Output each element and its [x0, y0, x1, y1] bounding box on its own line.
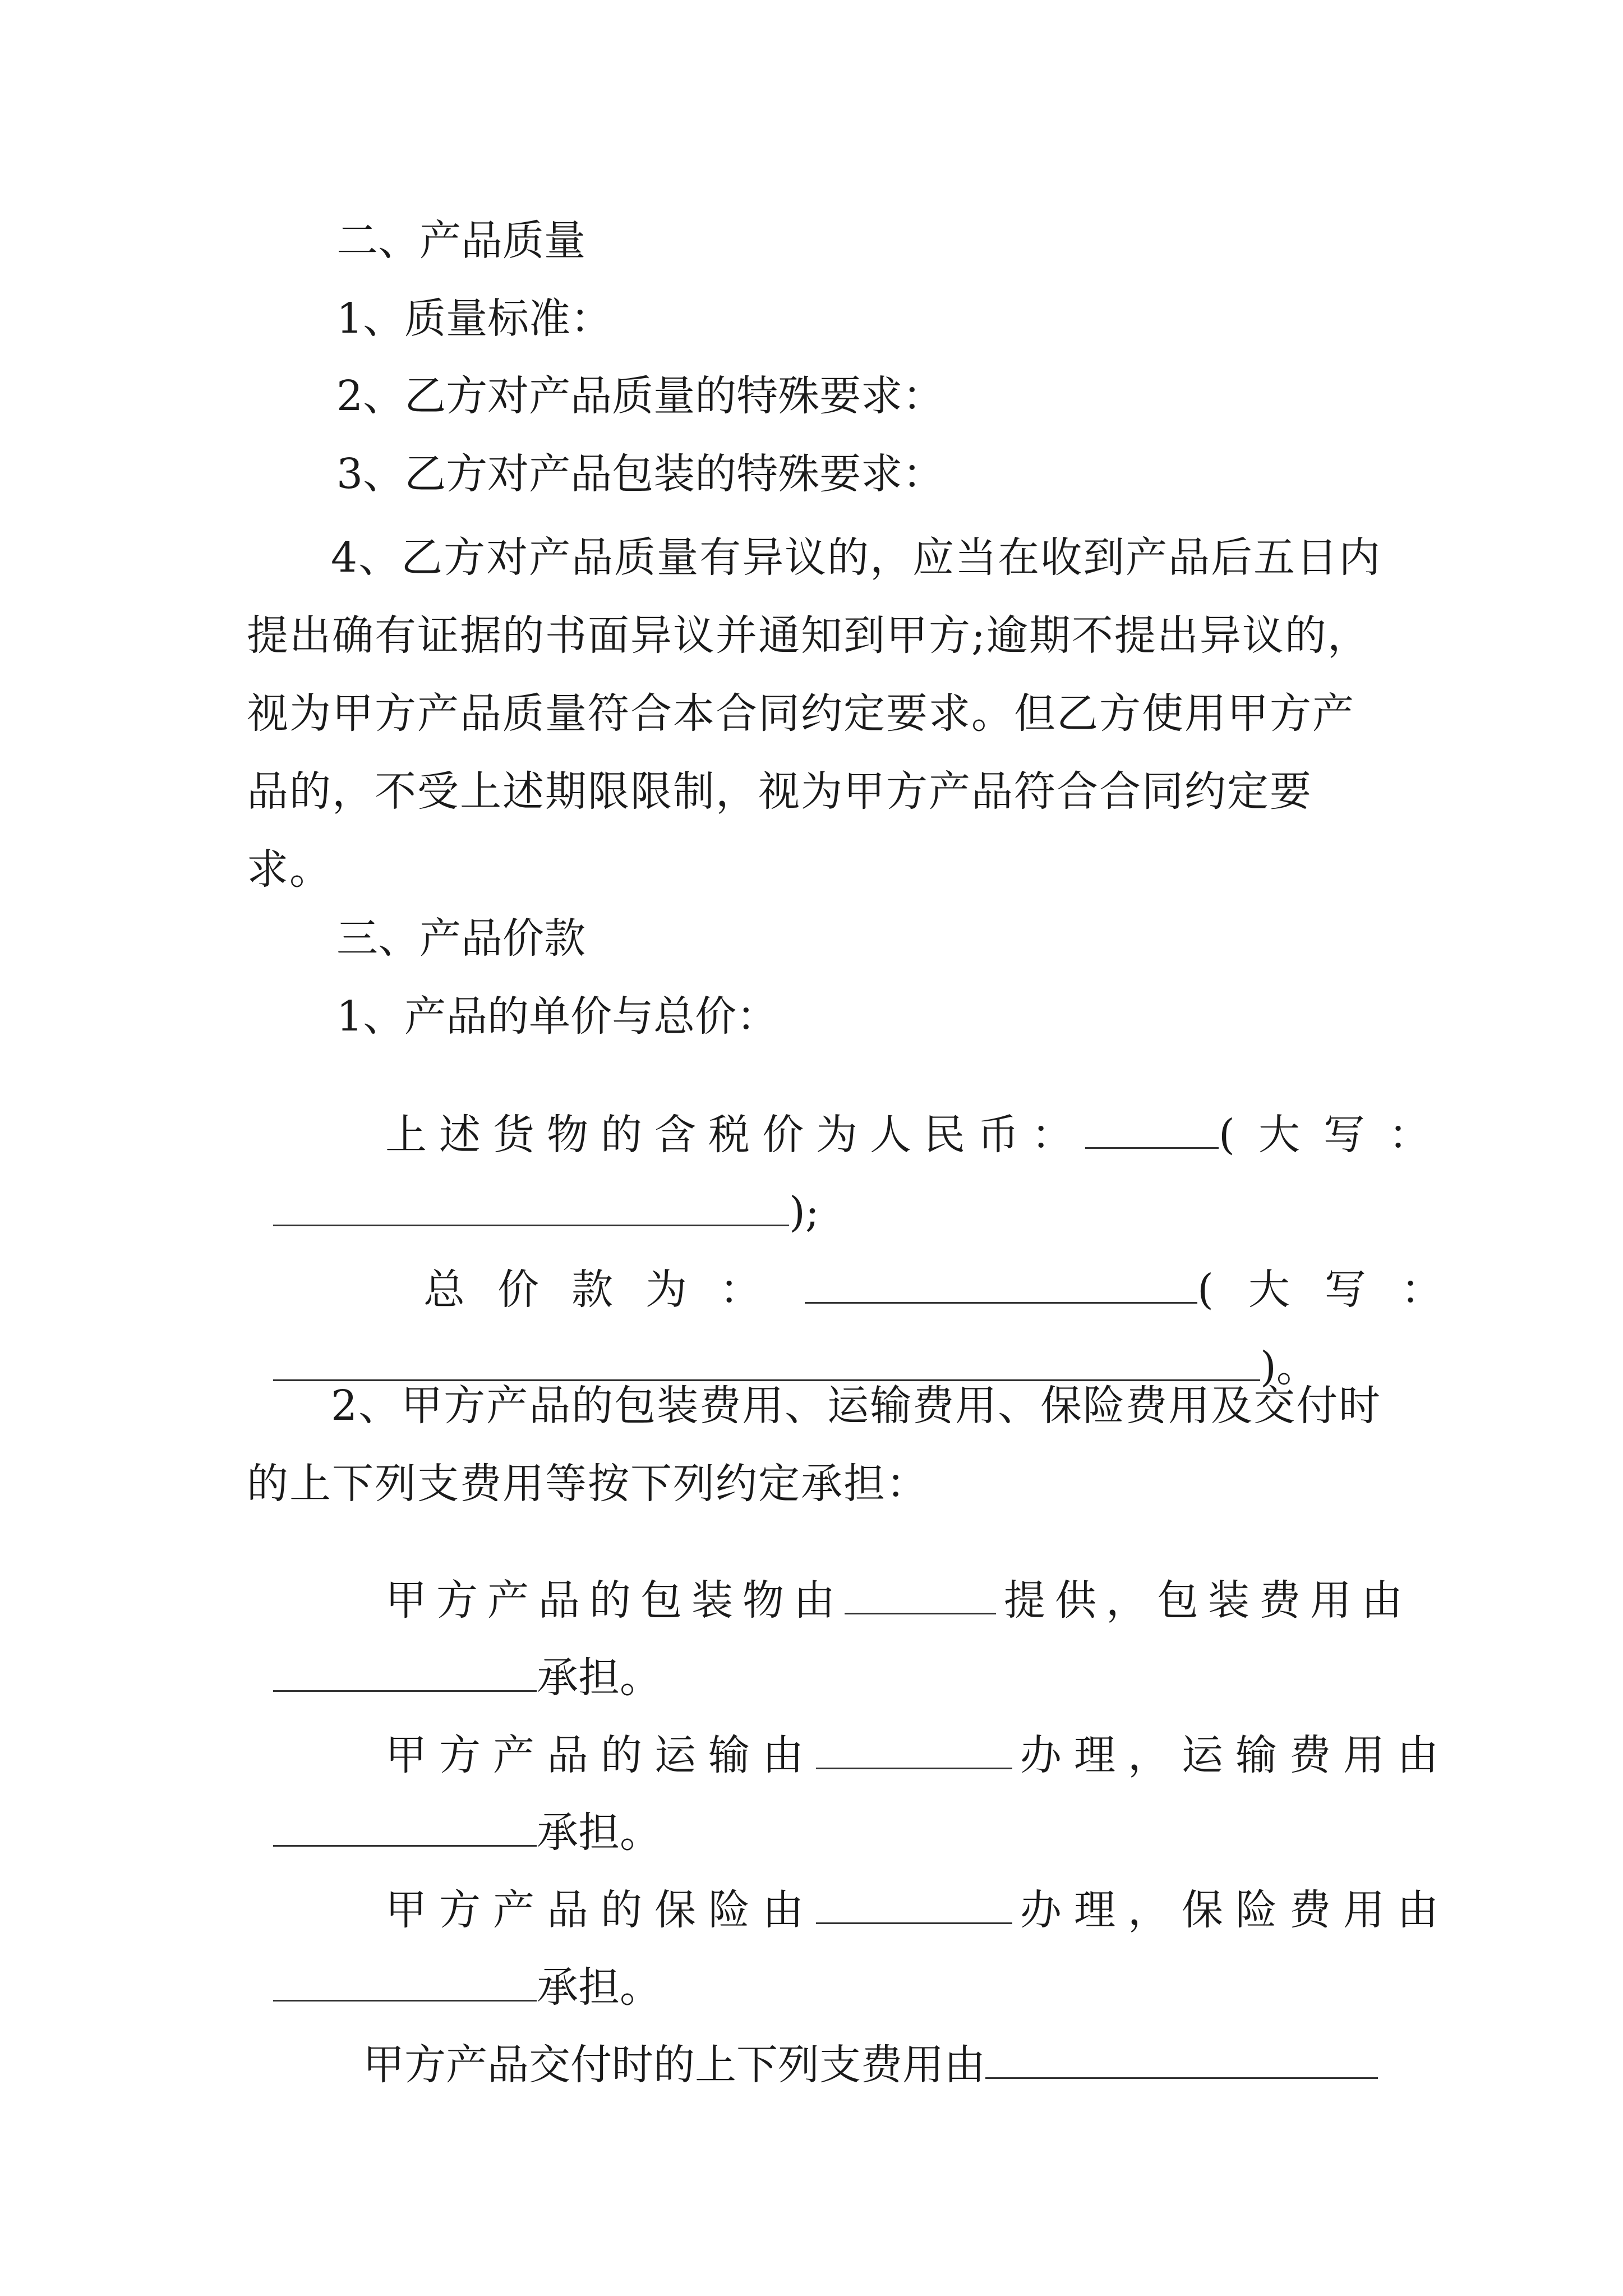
transport-bear-line	[247, 1770, 662, 1857]
total-blank[interactable]	[805, 1269, 1197, 1304]
total-upper-open: (大写：	[1197, 1266, 1477, 1314]
delivery-cost-blank[interactable]	[985, 2045, 1378, 2079]
transport-prefix: 甲方产品的运输由	[385, 1731, 817, 1779]
total-prefix: 总价款为：	[423, 1266, 794, 1314]
clause-quality-objection: 4、乙方对产品质量有异议的，应当在收到产品后五日内提出确有证据的书面异议并通知到甲方;逾期不提出异议的，视为甲方产品质量符合本合同约定要求。但乙方使用甲方产品的，不受上述期限限制，视为甲方产品符合合同约定要求。	[247, 533, 1382, 894]
packaging-bear-line	[247, 1616, 662, 1702]
transport-bear: 承担。	[537, 1809, 662, 1857]
price-line	[359, 1073, 1454, 1159]
price-upper-blank[interactable]	[273, 1192, 789, 1226]
section-heading-quality: 二、产品质量	[336, 217, 585, 265]
insurance-cost-blank[interactable]	[273, 1967, 537, 2001]
packaging-provider-blank[interactable]	[845, 1580, 996, 1614]
section-heading-price: 三、产品价款	[336, 914, 585, 963]
delivery-prefix: 甲方产品交付时的上下列支费用由	[363, 2041, 986, 2089]
insurance-handler-blank[interactable]	[816, 1890, 1012, 1924]
clause-packaging-special: 3、乙方对产品包装的特殊要求：	[336, 450, 944, 498]
total-line	[397, 1227, 1477, 1314]
price-prefix: 上述货物的含税价为人民币：	[385, 1111, 1086, 1159]
price-blank[interactable]	[1085, 1115, 1219, 1149]
insurance-bear: 承担。	[537, 1963, 662, 2012]
price-close: );	[789, 1188, 819, 1236]
price-upper-open: (大写：	[1219, 1111, 1454, 1159]
packaging-prefix: 甲方产品的包装物由	[385, 1576, 845, 1625]
packaging-cost-blank[interactable]	[273, 1658, 537, 1692]
transport-mid: 办理，运输费用由	[1020, 1731, 1451, 1779]
clause-quality-standard: 1、质量标准：	[336, 295, 612, 343]
clause-cost-allocation: 2、甲方产品的包装费用、运输费用、保险费用及交付时的上下列支费用等按下列约定承担：	[247, 1382, 1382, 1508]
insurance-prefix: 甲方产品的保险由	[385, 1886, 817, 1934]
transport-line	[359, 1693, 1451, 1779]
insurance-bear-line	[247, 1925, 662, 2012]
packaging-bear: 承担。	[537, 1654, 662, 1702]
insurance-line	[359, 1848, 1451, 1934]
price-upper-line	[247, 1150, 819, 1236]
delivery-line	[336, 2003, 1378, 2089]
packaging-mid: 提供，包装费用由	[1004, 1576, 1413, 1625]
transport-handler-blank[interactable]	[816, 1735, 1012, 1769]
transport-cost-blank[interactable]	[273, 1812, 537, 1847]
clause-unit-total-price: 1、产品的单价与总价：	[336, 992, 778, 1041]
clause-quality-special: 2、乙方对产品质量的特殊要求：	[336, 372, 944, 420]
packaging-line	[359, 1538, 1413, 1625]
insurance-mid: 办理，保险费用由	[1020, 1886, 1451, 1934]
total-close: )。	[1260, 1343, 1318, 1391]
